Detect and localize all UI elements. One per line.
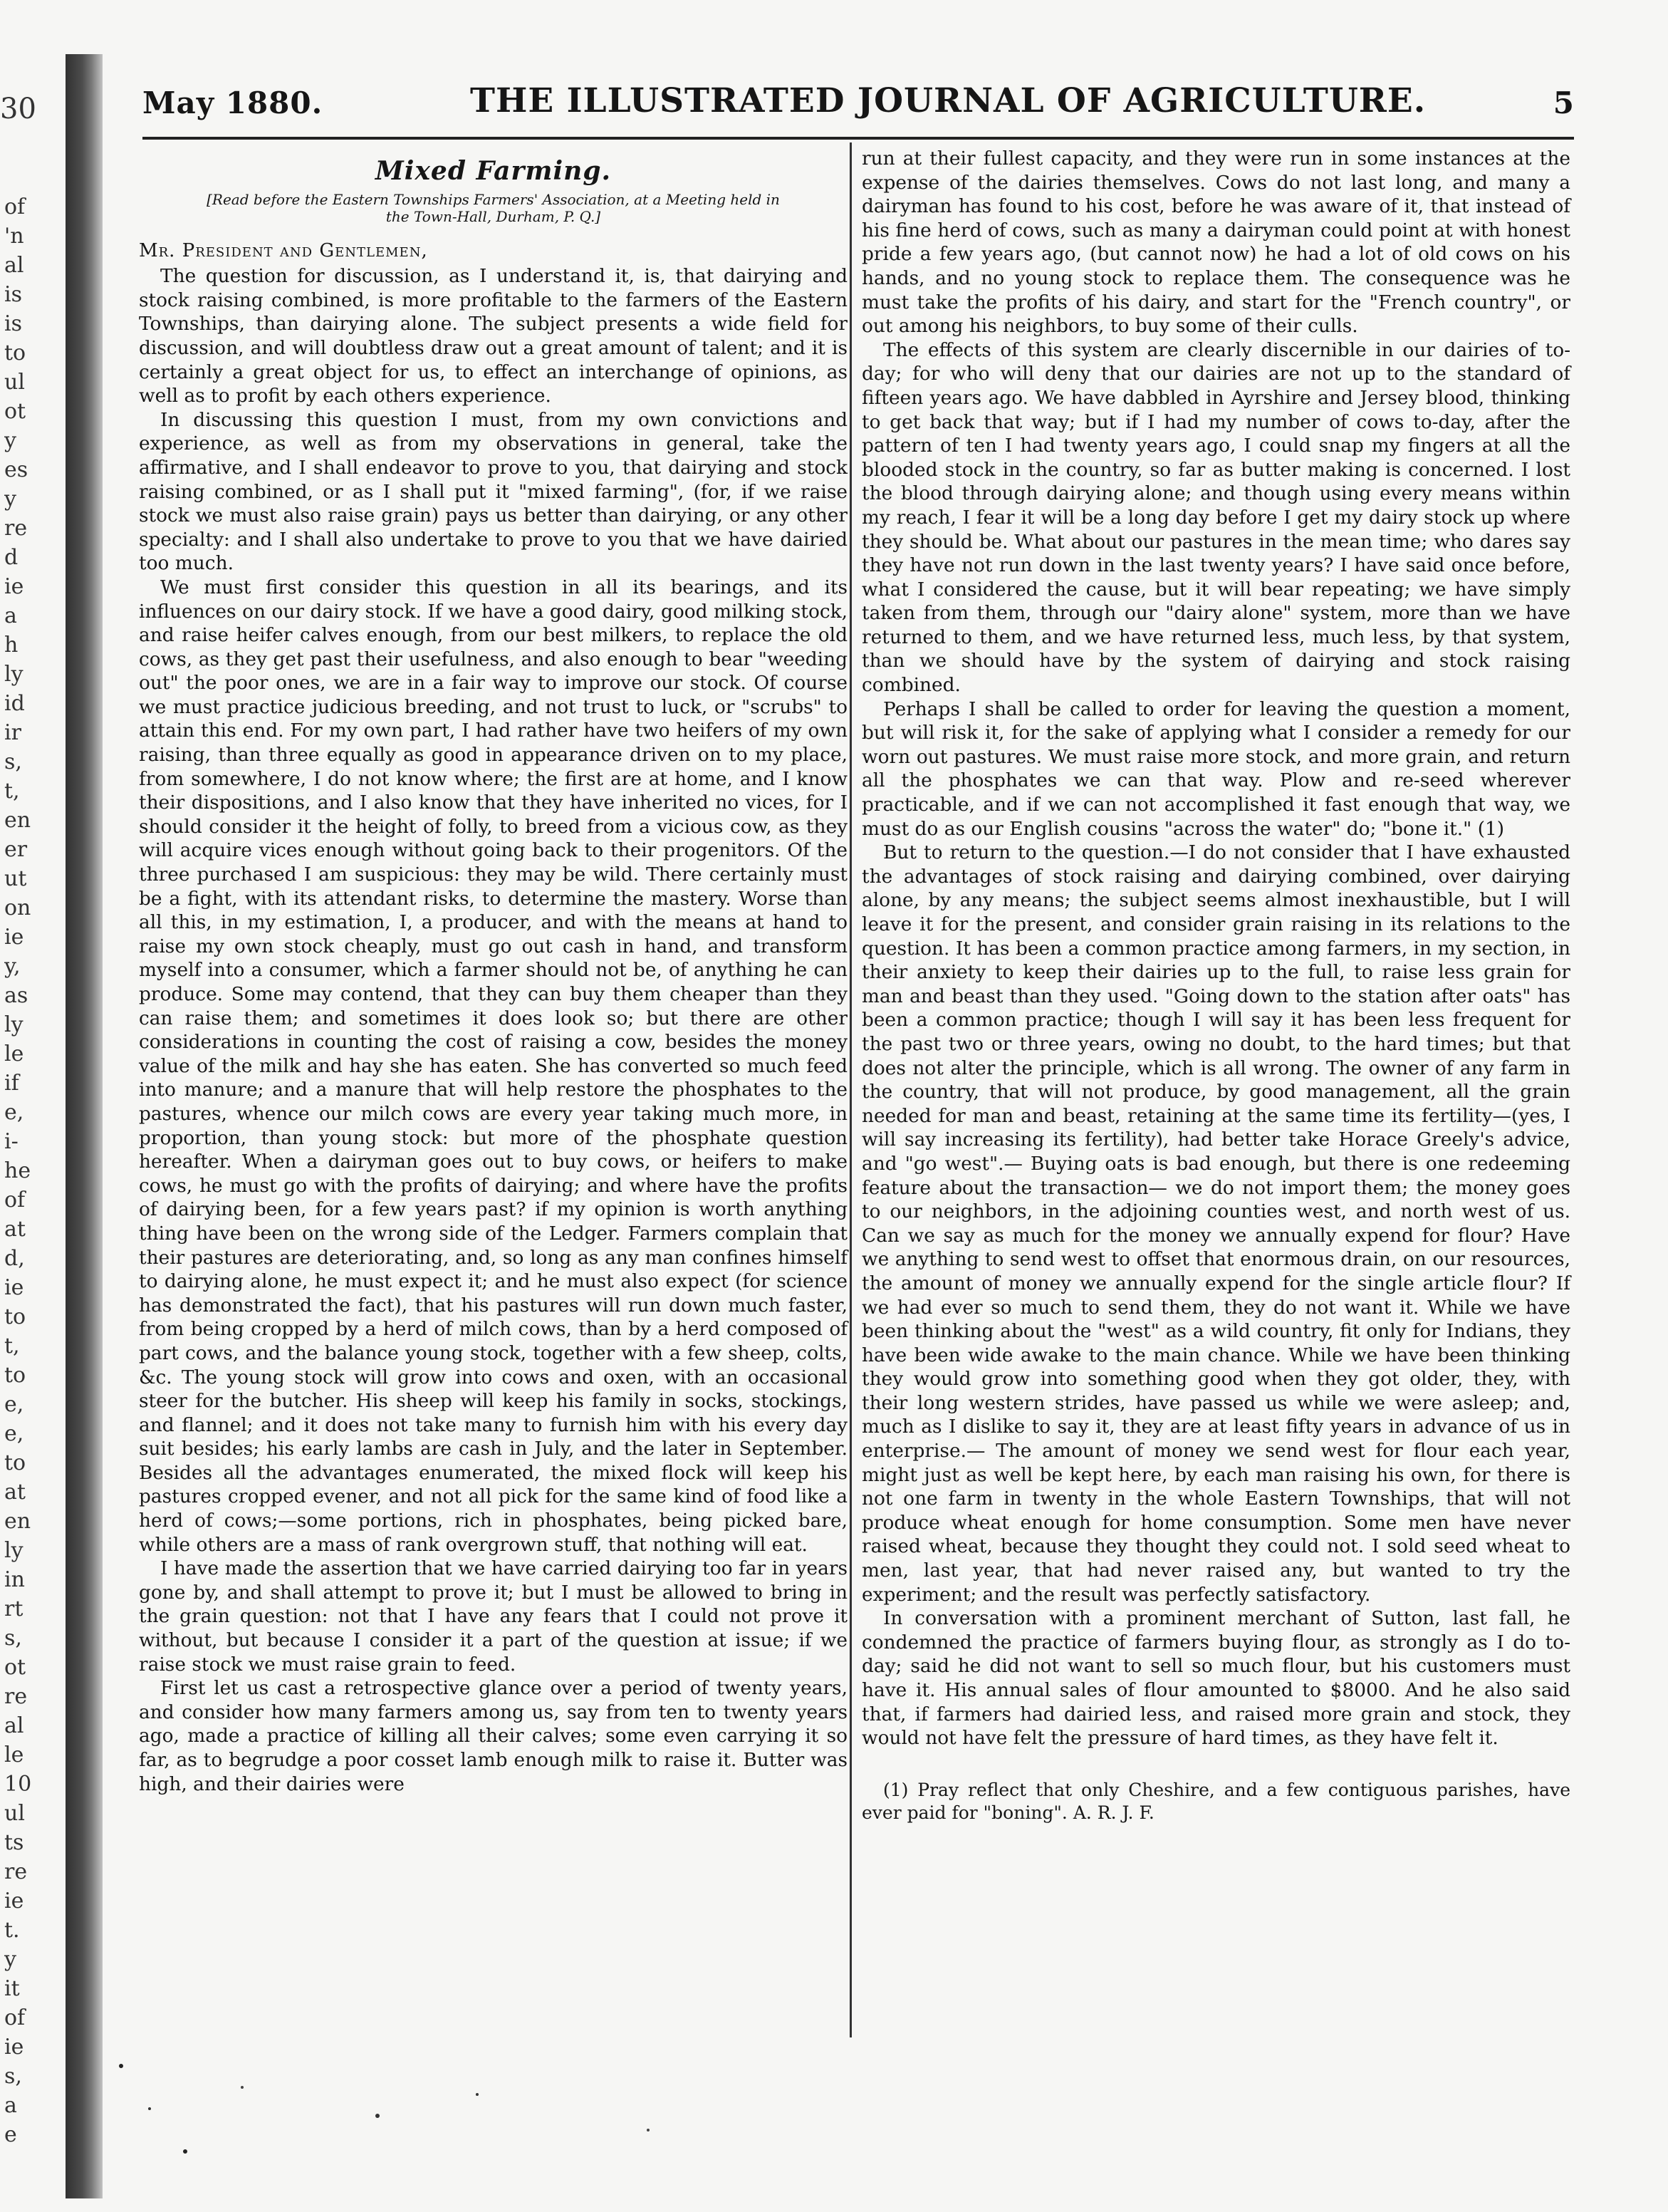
bleed-fragment: y,	[4, 954, 21, 979]
bleed-fragment: s,	[4, 1626, 22, 1651]
bleed-fragment: al	[4, 1713, 24, 1738]
paragraph: In discussing this question I must, from my own convictions and experience, as well as from my observations in general, take the affirmative, and I shall endeavor to prove to you, that dairying and stock raising combined, or as I shall put it "mixed farming", (for, if we raise stock we must also raise grain) pays us better than dairying, or any other specialty: and I shall also undertake to prove to you that we have dairied too much.	[139, 408, 848, 575]
bleed-fragment: ie	[4, 2035, 24, 2060]
paragraph: But to return to the question.—I do not consider that I have exhausted the advantages of stock raising and dairying combined, over dairying alone, by any means; the subject seems almost inexhaustible, but I will leave it for the present, and consider grain raising in its relations to the question. It has been a common practice among farmers, in my section, in their anxiety to keep their dairies up to the full, to raise less grain for man and beast than they used. "Going down to the station after oats" has been a common practice; though I will say it has been less frequent for the past two or three years, owing no doubt, to the hard times; but that does not alter the principle, which is all wrong. The owner of any farm in the country, that will not produce, by good management, all the grain needed for man and beast, retaining at the same time its fertility—(yes, I will say increasing its fertility), had better take Horace Greely's advice, and "go west".— Buying oats is bad enough, but there is one redeeming feature about the transaction— we do not import them; the money goes to our neighbors, in the adjoining counties west, and north west of us. Can we say as much for the money we annually expend for flour? Have we anything to send west to offset that enormous drain, on our resources, the amount of money we annually expend for the single article flour? If we had ever so much to send them, they do not want it. While we have been thinking about the "west" as a wild country, fit only for Indians, they have been wide awake to the main chance. While we have been thinking they would grow into something good when they got older, they, with their long western strides, have passed us while we were asleep; and, much as I dislike to say it, they are at least fifty years in advance of us in enterprise.— The amount of money we send west for flour each year, might just as well be kept here, by each man raising his own, for there is not one farm in twenty in the whole Eastern Townships, that will not produce wheat enough for home consumption. Some men have never raised wheat, because they thought they could not. I sold seed wheat to men, last year, that had never raised any, but wanted to try the experiment; and the result was perfectly satisfactory.	[862, 841, 1570, 1606]
page-number: 5	[1553, 85, 1574, 120]
bleed-fragment: re	[4, 1859, 28, 1884]
bleed-fragment: e,	[4, 1421, 24, 1446]
paragraph: I have made the assertion that we have carried dairying too far in years gone by, and shall attempt to prove it; but I must be allowed to bring in the grain question: not that I have any fears that I could not prove it without, but because I consider it a part of the question at issue; if we raise stock we must raise grain to feed.	[139, 1557, 848, 1676]
bleed-fragment: ot	[4, 1655, 26, 1680]
journal-title: THE ILLUSTRATED JOURNAL OF AGRICULTURE.	[470, 81, 1427, 120]
salutation: Mr. President and Gentlemen,	[139, 239, 428, 261]
left-column	[139, 154, 848, 1796]
bleed-fragment: ot	[4, 399, 26, 424]
bleed-fragment: at	[4, 1480, 26, 1505]
bleed-fragment: in	[4, 1567, 25, 1592]
bleed-fragment: en	[4, 808, 31, 833]
binding-shadow	[66, 54, 103, 2198]
bleed-fragment: to	[4, 1363, 26, 1388]
bleed-fragment: t.	[4, 1918, 20, 1943]
bleed-fragment: 10	[4, 1772, 32, 1797]
bleed-fragment: y	[4, 428, 16, 453]
bleed-fragment: it	[4, 1976, 20, 2001]
bleed-fragment: a	[4, 2093, 17, 2118]
paragraph: The question for discussion, as I understand it, is, that dairying and stock raising combined, is more profitable to the farmers of the Eastern Townships, than dairying alone. The subject presents a wide field for discussion, and will doubtless draw out a great amount of talent; and it is certainly a great object for us, to effect an interchange of opinions, as well as to profit by each others experience.	[139, 265, 848, 407]
bleed-fragment: e,	[4, 1392, 24, 1417]
header-rule	[142, 137, 1574, 140]
bleed-fragment: s,	[4, 749, 22, 774]
paragraph: First let us cast a retrospective glance over a period of twenty years, and consider how many farmers among us, say from ten to twenty years ago, made a practice of killing all their calves; some even carrying it so far, as to begrudge a poor cosset lamb enough milk to raise it. Butter was high, and their dairies were	[139, 1677, 848, 1795]
bleed-fragment: is	[4, 311, 22, 336]
bleed-fragment: is	[4, 282, 22, 307]
bleed-fragment: al	[4, 253, 24, 278]
bleed-fragment: d	[4, 545, 19, 570]
bleed-fragment: ie	[4, 925, 24, 950]
bleed-fragment: ul	[4, 370, 25, 395]
right-column	[862, 147, 1570, 1824]
bleed-fragment: es	[4, 457, 28, 482]
paragraph: In conversation with a prominent merchant of Sutton, last fall, he condemned the practice of farmers buying flour, as strongly as I do to-day; said he did not want to sell so much flour, but his customers must have it. His annual sales of flour amounted to $8000. And he also said that, if farmers had dairied less, and raised more grain and stock, they would not have felt the pressure of hard times, as they have felt it.	[862, 1607, 1570, 1750]
bleed-fragment: as	[4, 983, 28, 1008]
header-date: May 1880.	[142, 85, 323, 120]
bleed-fragment: h	[4, 633, 19, 658]
paragraph: run at their fullest capacity, and they were run in some instances at the expense of the dairies themselves. Cows do not last long, and many a dairyman has found to his cost, before he was aware of it, that instead of his fine herd of cows, such as many a dairyman could point at with honest pride a few years ago, (but cannot now) he had a lot of old cows on his hands, and no young stock to replace them. The consequence was he must take the profits of his dairy, and start for the "French country", or out among his neighbors, to buy some of their culls.	[862, 147, 1570, 338]
margin-bleed	[0, 0, 41, 2212]
bleed-fragment: re	[4, 1684, 28, 1709]
bleed-fragment: ie	[4, 1889, 24, 1914]
bleed-fragment: ie	[4, 1275, 24, 1300]
bleed-fragment: rt	[4, 1596, 24, 1621]
bleed-fragment: i-	[4, 1129, 19, 1154]
bleed-fragment: e,	[4, 1100, 24, 1125]
bleed-fragment: to	[4, 1450, 26, 1475]
page-header	[142, 81, 1574, 135]
bleed-fragment: ts	[4, 1830, 24, 1855]
bleed-fragment: to	[4, 1304, 26, 1329]
bleed-fragment: ie	[4, 574, 24, 599]
footnote: (1) Pray reflect that only Cheshire, and a few contiguous parishes, have ever paid for "boning". A. R. J. F.	[862, 1779, 1570, 1823]
bleed-fragment: id	[4, 691, 25, 716]
bleed-page-number: 30	[0, 93, 36, 125]
bleed-fragment: if	[4, 1071, 19, 1096]
paragraph: We must first consider this question in all its bearings, and its influences on our dairy stock. If we have a good dairy, good milking stock, and raise heifer calves enough, from our best milkers, to replace the old cows, as they get past their usefulness, and also enough to bear "weeding out" the poor ones, we are in a fair way to improve our stock. Of course we must practice judicious breeding, and not trust to luck, or "scrubs" to attain this end. For my own part, I had rather have two heifers of my own raising, than three equally as good in appearance driven on to my place, from somewhere, I do not know where; the first are at home, and I know their dispositions, and I also know that they have inherited no vices, for I should consider it the height of folly, to breed from a vicious cow, as they will acquire vices enough without going back to their progenitors. Of the three purchased I am suspicious: they may be wild. There certainly must be a fight, with its attendant risks, to determine the mastery. Worse than all this, in my estimation, I, a producer, and with the means at hand to raise my own stock cheaply, must go out cash in hand, and transform myself into a consumer, which a farmer should not be, of anything he can produce. Some may contend, that they can buy them cheaper than they can raise them; and sometimes it does look so; but there are other considerations in counting the cost of raising a cow, besides the money value of the milk and hay she has eaten. She has converted so much feed into manure; and a manure that will help restore the phosphates to the pastures, whence our milch cows are every year taking much more, in proportion, than young stock: but more of the phosphate question hereafter. When a dairyman goes out to buy cows, or heifers to make cows, he must go with the profits of dairying; and where have the profits of dairying been, for a few years past? if my opinion is worth anything thing have been on the wrong side of the Ledger. Farmers complain that their pastures are deteriorating, and, so long as any man confines himself to dairying alone, he must expect it; and he must also expect (for science has demonstrated the fact), that his pastures will run down much faster, from being cropped by a herd of milch cows, than by a herd composed of part cows, and the balance young stock, together with a few sheep, colts, &c. The young stock will grow into cows and oxen, with an occasional steer for the butcher. His sheep will keep his family in socks, stockings, and flannel; and it does not take many to furnish him with his every day suit besides; his early lambs are cash in July, and the later in September. Besides all the advantages enumerated, the mixed flock will keep his pastures cropped evener, and not all pick for the same kind of food like a herd of cows;—some portions, rich in phosphates, being picked bare, while others are a mass of rank overgrown stuff, that nothing will eat.	[139, 576, 848, 1556]
bleed-fragment: of	[4, 1188, 26, 1213]
bleed-fragment: ul	[4, 1801, 25, 1826]
bleed-fragment: ly	[4, 1538, 24, 1563]
bleed-fragment: t,	[4, 779, 20, 804]
bleed-fragment: en	[4, 1509, 31, 1534]
bleed-fragment: le	[4, 1743, 24, 1767]
bleed-fragment: d,	[4, 1246, 25, 1271]
bleed-fragments	[4, 192, 41, 2149]
column-divider	[850, 142, 852, 2037]
bleed-fragment: ly	[4, 1012, 24, 1037]
bleed-fragment: s,	[4, 2064, 22, 2089]
bleed-fragment: y	[4, 487, 16, 512]
paragraph: Perhaps I shall be called to order for leaving the question a moment, but will risk it, for the sake of applying what I consider a remedy for our worn out pastures. We must raise more stock, and more grain, and return all the phosphates we can that way. Plow and re-seed wherever practicable, and if we can not accomplished it fast enough that way, we must do as our English cousins "across the water" do; "bone it." (1)	[862, 697, 1570, 840]
bleed-fragment: he	[4, 1158, 31, 1183]
bleed-fragment: to	[4, 341, 26, 365]
bleed-fragment: of	[4, 2005, 26, 2030]
bleed-fragment: 'n	[4, 224, 24, 249]
article-title: Mixed Farming.	[375, 156, 612, 186]
article-note: [Read before the Eastern Townships Farmers' Association, at a Meeting held in the Town-Hall, Durham, P. Q.]	[207, 190, 780, 225]
bleed-fragment: a	[4, 603, 17, 628]
bleed-fragment: er	[4, 837, 28, 862]
bleed-fragment: of	[4, 194, 26, 219]
bleed-fragment: ly	[4, 662, 24, 687]
bleed-fragment: ut	[4, 866, 27, 891]
bleed-fragment: e	[4, 2122, 17, 2147]
bleed-fragment: y	[4, 1947, 16, 1972]
binding-specks	[107, 2045, 748, 2187]
bleed-fragment: t,	[4, 1334, 20, 1359]
paragraph: The effects of this system are clearly discernible in our dairies of to-day; for who will deny that our dairies are not up to the standard of fifteen years ago. We have dabbled in Ayrshire and Jersey blood, thinking to get back that way; but if I had my number of cows to-day, after the pattern of ten I had twenty years ago, I could snap my fingers at all the blooded stock in the country, so far as butter making is concerned. I lost the blood through dairying alone; and though using every means within my reach, I fear it will be a long day before I get my dairy stock up where they should be. What about our pastures in the mean time; who dares say they have not run down in the last twenty years? I have said once before, what I considered the cause, but it will bear repeating; we have simply taken from them, through our "dairy alone" system, more than we have returned to them, and we have returned less, much less, by that system, than we should have by the system of dairying and stock raising combined.	[862, 338, 1570, 697]
bleed-fragment: le	[4, 1042, 24, 1066]
bleed-fragment: ir	[4, 720, 21, 745]
bleed-fragment: re	[4, 516, 28, 541]
bleed-fragment: on	[4, 895, 31, 920]
bleed-fragment: at	[4, 1217, 26, 1242]
